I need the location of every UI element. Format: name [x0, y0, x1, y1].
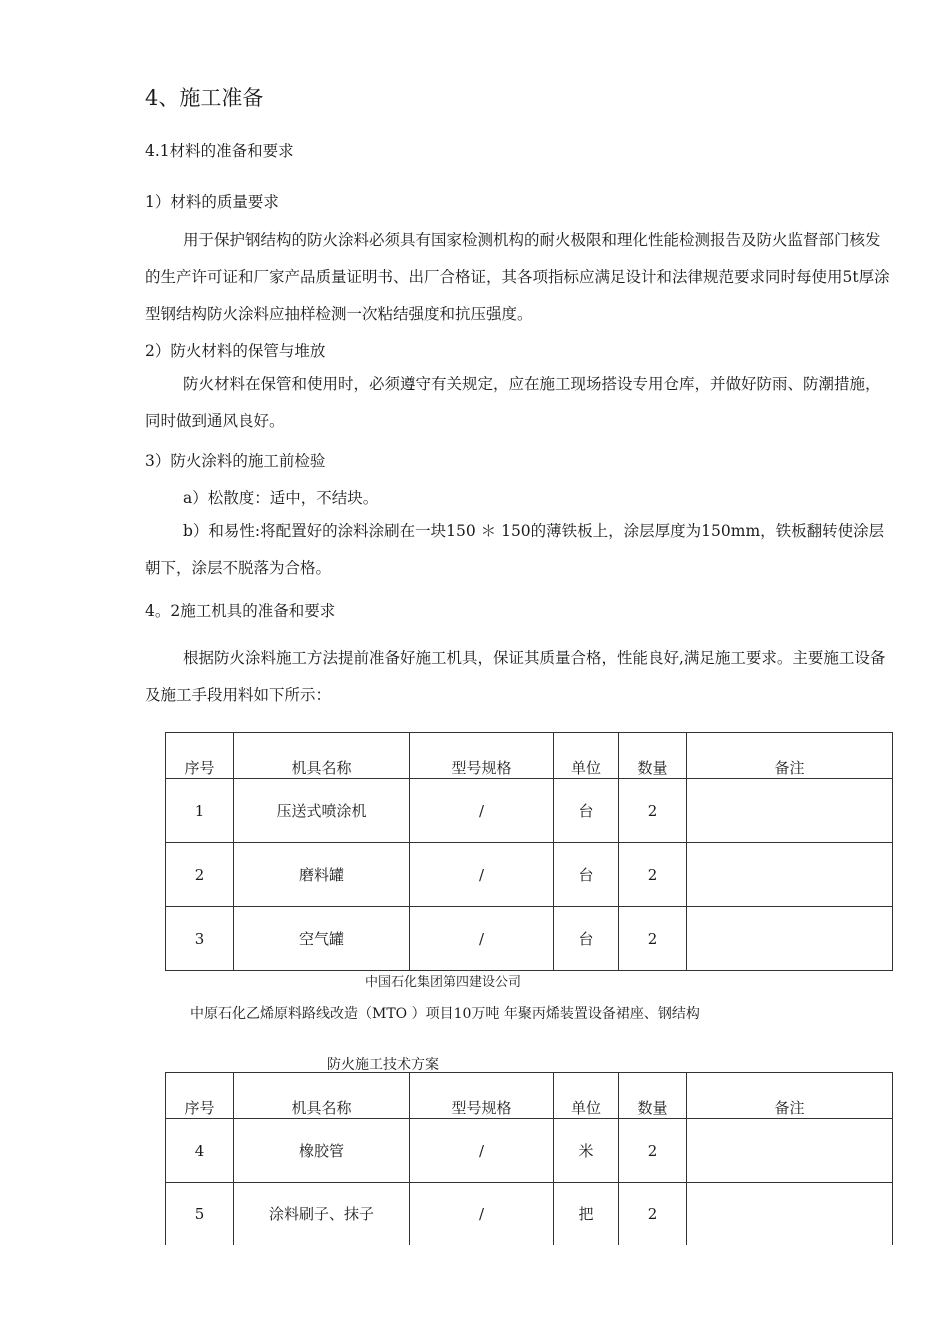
- cell-no: 4: [166, 1119, 234, 1183]
- cell-spec: /: [410, 907, 554, 971]
- tools-table-part-2: [165, 1072, 893, 1245]
- section-title: 4、施工准备: [145, 86, 264, 110]
- cell-qty: 2: [619, 843, 687, 907]
- cell-qty: 2: [619, 1119, 687, 1183]
- cell-unit: 台: [554, 779, 619, 843]
- header-unit: 单位: [554, 1073, 619, 1119]
- header-spec: 型号规格: [410, 733, 554, 779]
- item-3-b: b）和易性:将配置好的涂料涂刷在一块150 ＊ 150的薄铁板上，涂层厚度为150mm，铁板翻转使涂层朝下，涂层不脱落为合格。: [145, 522, 885, 577]
- header-name: 机具名称: [234, 733, 410, 779]
- item-3-title: 3）防火涂料的施工前检验: [145, 452, 326, 470]
- table-row: [166, 779, 893, 843]
- item-2-title: 2）防火材料的保管与堆放: [145, 342, 326, 360]
- cell-unit: 把: [554, 1183, 619, 1245]
- subsection-title-4-1: 4.1材料的准备和要求: [145, 142, 294, 160]
- header-qty: 数量: [619, 733, 687, 779]
- header-remark: 备注: [687, 1073, 893, 1119]
- cell-spec: /: [410, 779, 554, 843]
- cell-qty: 2: [619, 1183, 687, 1245]
- cell-qty: 2: [619, 907, 687, 971]
- cell-no: 1: [166, 779, 234, 843]
- cell-remark: [687, 843, 893, 907]
- cell-remark: [687, 779, 893, 843]
- table-row: [166, 843, 893, 907]
- tools-table-part-1: [165, 732, 893, 971]
- cell-spec: /: [410, 1183, 554, 1245]
- cell-remark: [687, 1119, 893, 1183]
- cell-name: 磨料罐: [234, 843, 410, 907]
- subsection-4-2-body: 根据防火涂料施工方法提前准备好施工机具，保证其质量合格，性能良好,满足施工要求。主要施工设备及施工手段用料如下所示：: [145, 649, 886, 704]
- cell-name: 压送式喷涂机: [234, 779, 410, 843]
- table-row: [166, 907, 893, 971]
- header-no: 序号: [166, 733, 234, 779]
- footer-company: 中国石化集团第四建设公司: [365, 975, 522, 990]
- header-project-title: 中原石化乙烯原料路线改造（MTO ）项目10万吨 年聚丙烯装置设备裙座、钢结构: [190, 1006, 700, 1022]
- table-header-row: [166, 1073, 893, 1119]
- cell-unit: 台: [554, 907, 619, 971]
- cell-qty: 2: [619, 779, 687, 843]
- table-row: [166, 1119, 893, 1183]
- cell-unit: 米: [554, 1119, 619, 1183]
- header-no: 序号: [166, 1073, 234, 1119]
- header-spec: 型号规格: [410, 1073, 554, 1119]
- cell-spec: /: [410, 843, 554, 907]
- cell-name: 涂料刷子、抹子: [234, 1183, 410, 1245]
- header-remark: 备注: [687, 733, 893, 779]
- cell-name: 橡胶管: [234, 1119, 410, 1183]
- item-1-title: 1）材料的质量要求: [145, 193, 279, 211]
- cell-name: 空气罐: [234, 907, 410, 971]
- cell-remark: [687, 907, 893, 971]
- cell-no: 2: [166, 843, 234, 907]
- subsection-title-4-2: 4。2施工机具的准备和要求: [145, 602, 336, 620]
- item-2-body: 防火材料在保管和使用时，必须遵守有关规定，应在施工现场搭设专用仓库，并做好防雨、防潮措施，同时做到通风良好。: [145, 375, 881, 430]
- table-header-row: [166, 733, 893, 779]
- header-name: 机具名称: [234, 1073, 410, 1119]
- table-row: [166, 1183, 893, 1245]
- cell-no: 5: [166, 1183, 234, 1245]
- cell-spec: /: [410, 1119, 554, 1183]
- header-doc-title: 防火施工技术方案: [327, 1057, 439, 1073]
- item-1-body: 用于保护钢结构的防火涂料必须具有国家检测机构的耐火极限和理化性能检测报告及防火监督部门核发的生产许可证和厂家产品质量证明书、出厂合格证，其各项指标应满足设计和法律规范要求同时每使用5t厚涂型钢结构防火涂料应抽样检测一次粘结强度和抗压强度。: [145, 231, 890, 323]
- cell-remark: [687, 1183, 893, 1245]
- cell-no: 3: [166, 907, 234, 971]
- cell-unit: 台: [554, 843, 619, 907]
- item-3-a: a）松散度：适中，不结块。: [183, 489, 379, 507]
- header-unit: 单位: [554, 733, 619, 779]
- header-qty: 数量: [619, 1073, 687, 1119]
